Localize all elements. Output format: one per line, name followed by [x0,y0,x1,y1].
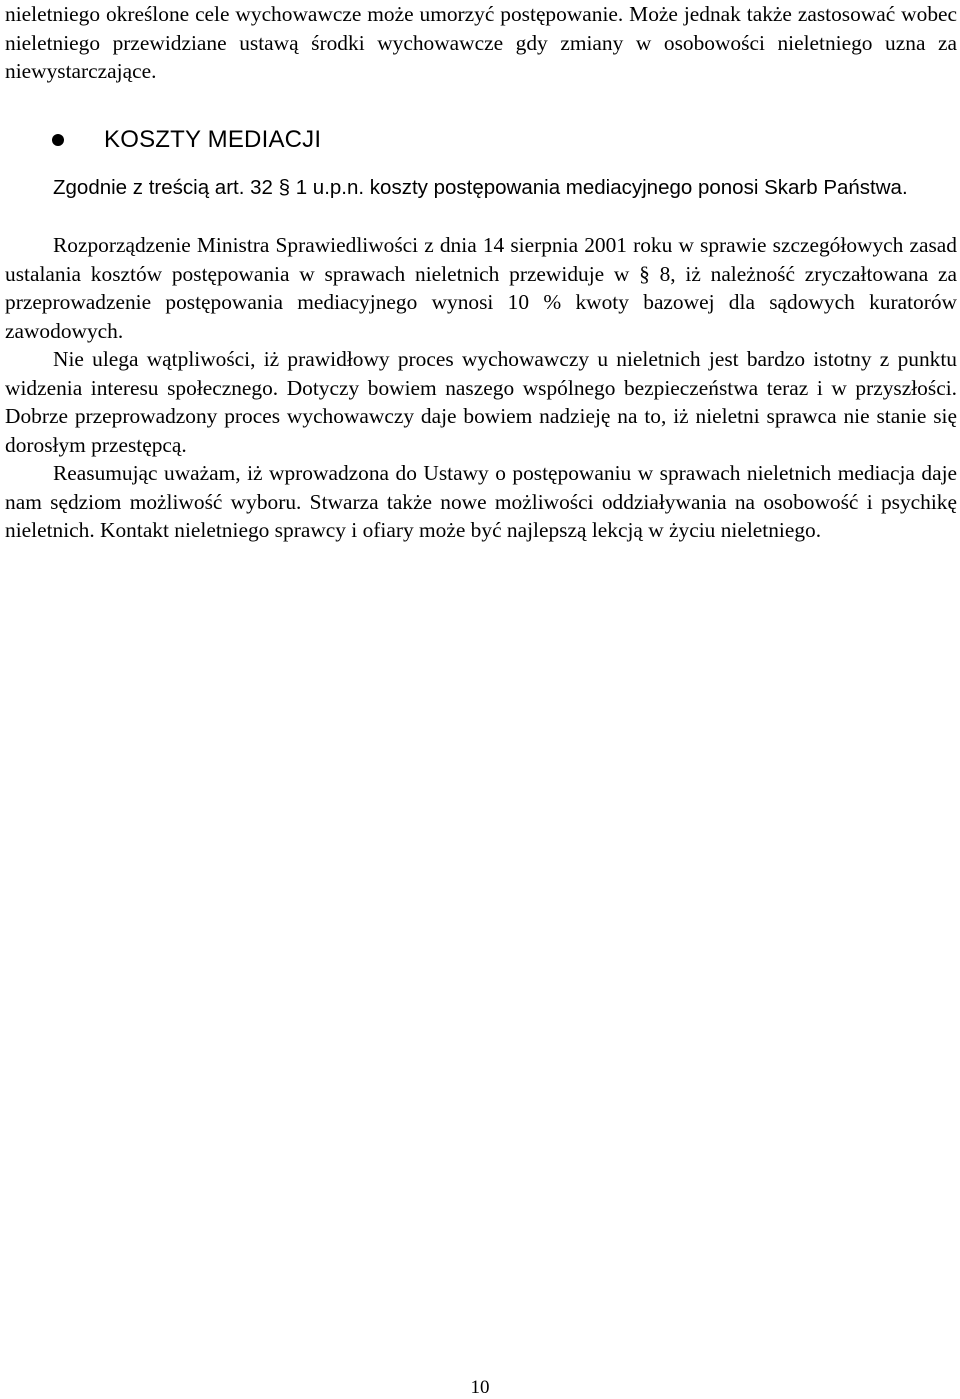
bullet-icon [52,134,64,146]
page-number: 10 [470,1377,490,1398]
regulation-block [5,231,957,345]
costs-block [5,174,957,203]
paragraph-costs: Zgodnie z treścią art. 32 § 1 u.p.n. koszty postępowania mediacyjnego ponosi Skarb Państwa. [53,176,908,199]
section-heading [52,125,321,155]
education-block [5,345,957,459]
intro-block [5,0,957,86]
summary-block [5,459,957,545]
section-heading-text: KOSZTY MEDIACJI [104,126,322,153]
paragraph-intro: nieletniego określone cele wychowawcze może umorzyć postępowanie. Może jednak także zastosować wobec nieletniego przewidziane ustawą środki wychowawcze gdy zmiany w osobowości nieletniego uzna za niewystarczające. [5,2,957,83]
paragraph-regulation: Rozporządzenie Ministra Sprawiedliwości z dnia 14 sierpnia 2001 roku w sprawie szczegółowych zasad ustalania kosztów postępowania w sprawach nieletnich przewiduje w § 8, iż należność zryczałtowana za przeprowadzenie postępowania mediacyjnego wynosi 10 % kwoty bazowej dla sądowych kuratorów zawodowych. [5,233,957,343]
paragraph-summary: Reasumując uważam, iż wprowadzona do Ustawy o postępowaniu w sprawach nieletnich mediacja daje nam sędziom możliwość wyboru. Stwarza także nowe możliwości oddziaływania na osobowość i psychikę nieletnich. Kontakt nieletniego sprawcy i ofiary może być najlepszą lekcją w życiu nieletniego. [5,461,957,542]
paragraph-education: Nie ulega wątpliwości, iż prawidłowy proces wychowawczy u nieletnich jest bardzo istotny z punktu widzenia interesu społecznego. Dotyczy bowiem naszego wspólnego bezpieczeństwa teraz i w przyszłości. Dobrze przeprowadzony proces wychowawczy daje bowiem nadzieję na to, iż nieletni sprawca nie stanie się dorosłym przestępcą. [5,347,957,457]
